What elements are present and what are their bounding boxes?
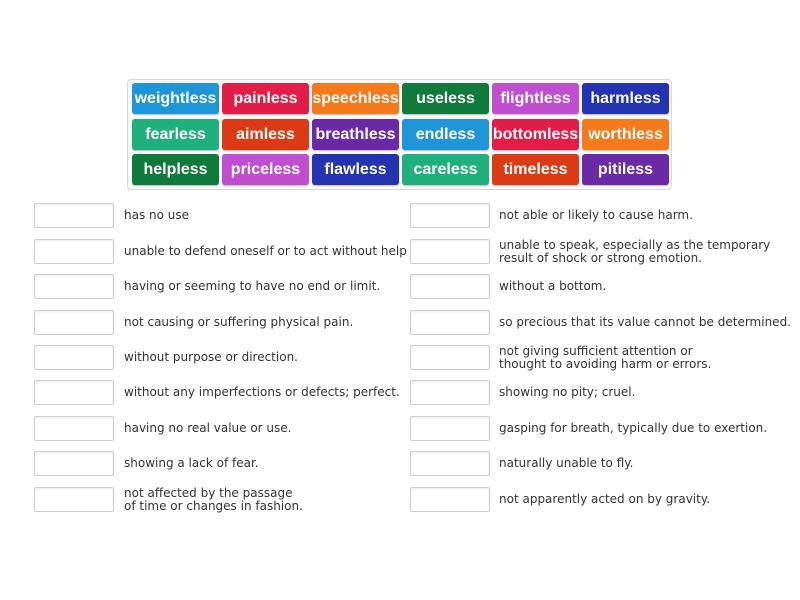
definition-left-7: having no real value or use. [124, 421, 292, 435]
definition-right-8: naturally unable to fly. [499, 456, 634, 470]
definition-left-2: unable to defend oneself or to act without help [124, 244, 407, 258]
answer-box-right-5[interactable] [410, 345, 490, 370]
answer-box-left-2[interactable] [34, 239, 114, 264]
word-tile-endless[interactable]: endless [402, 119, 489, 150]
definition-right-4: so precious that its value cannot be determined. [499, 315, 791, 329]
answer-box-right-1[interactable] [410, 203, 490, 228]
word-tile-priceless[interactable]: priceless [222, 154, 309, 185]
answer-box-left-1[interactable] [34, 203, 114, 228]
answer-box-left-9[interactable] [34, 487, 114, 512]
definition-right-1: not able or likely to cause harm. [499, 208, 693, 222]
definition-left-4: not causing or suffering physical pain. [124, 315, 354, 329]
answer-box-left-7[interactable] [34, 416, 114, 441]
word-tile-helpless[interactable]: helpless [132, 154, 219, 185]
answer-box-right-6[interactable] [410, 380, 490, 405]
answer-box-right-3[interactable] [410, 274, 490, 299]
answer-box-right-7[interactable] [410, 416, 490, 441]
definition-left-3: having or seeming to have no end or limit. [124, 279, 381, 293]
definition-left-1: has no use [124, 208, 190, 222]
answer-box-right-4[interactable] [410, 310, 490, 335]
word-tile-weightless[interactable]: weightless [132, 83, 219, 114]
word-tile-flawless[interactable]: flawless [312, 154, 399, 185]
definition-left-6: without any imperfections or defects; perfect. [124, 385, 400, 399]
word-tile-fearless[interactable]: fearless [132, 119, 219, 150]
definition-right-5: not giving sufficient attention or thought to avoiding harm or errors. [499, 344, 712, 371]
word-tile-breathless[interactable]: breathless [312, 119, 399, 150]
answer-box-left-8[interactable] [34, 451, 114, 476]
word-tile-careless[interactable]: careless [402, 154, 489, 185]
answer-box-left-3[interactable] [34, 274, 114, 299]
answer-box-left-6[interactable] [34, 380, 114, 405]
word-tile-timeless[interactable]: timeless [492, 154, 579, 185]
word-tile-aimless[interactable]: aimless [222, 119, 309, 150]
definition-left-8: showing a lack of fear. [124, 456, 259, 470]
word-tile-useless[interactable]: useless [402, 83, 489, 114]
definition-left-9: not affected by the passage of time or changes in fashion. [124, 486, 303, 513]
word-tile-flightless[interactable]: flightless [492, 83, 579, 114]
word-bank [127, 79, 672, 190]
definition-left-5: without purpose or direction. [124, 350, 298, 364]
answer-box-left-4[interactable] [34, 310, 114, 335]
answer-box-right-2[interactable] [410, 239, 490, 264]
word-tile-bottomless[interactable]: bottomless [492, 119, 579, 150]
answer-box-left-5[interactable] [34, 345, 114, 370]
definition-right-2: unable to speak, especially as the temporary result of shock or strong emotion. [499, 238, 771, 265]
definition-right-9: not apparently acted on by gravity. [499, 492, 711, 506]
word-tile-painless[interactable]: painless [222, 83, 309, 114]
word-tile-pitiless[interactable]: pitiless [582, 154, 669, 185]
definition-right-6: showing no pity; cruel. [499, 385, 636, 399]
word-tile-harmless[interactable]: harmless [582, 83, 669, 114]
definition-right-7: gasping for breath, typically due to exertion. [499, 421, 768, 435]
answer-box-right-9[interactable] [410, 487, 490, 512]
definition-right-3: without a bottom. [499, 279, 607, 293]
answer-box-right-8[interactable] [410, 451, 490, 476]
word-tile-speechless[interactable]: speechless [312, 83, 399, 114]
word-tile-worthless[interactable]: worthless [582, 119, 669, 150]
